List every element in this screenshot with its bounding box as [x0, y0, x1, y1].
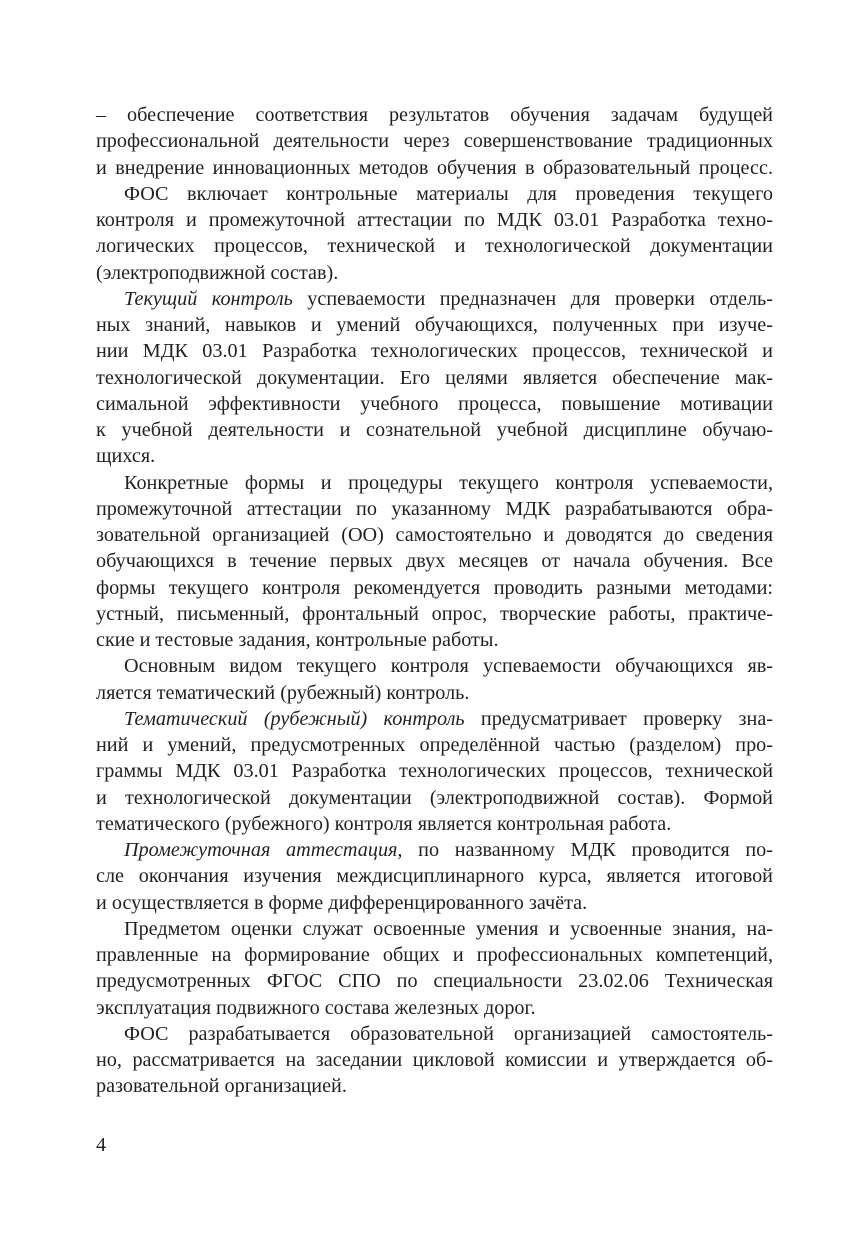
line-text: логических процессов, технической и технологической документации	[96, 235, 773, 258]
line-text: ний и умений, предусмотренных определённой частью (разделом) про-	[96, 734, 773, 756]
text-line	[96, 995, 773, 1021]
paragraph	[96, 286, 773, 470]
text-line	[96, 233, 773, 259]
text-line	[96, 128, 773, 154]
line-text: Предметом оценки служат освоенные умения и усвоенные знания, на-	[124, 917, 773, 940]
text-line	[96, 1073, 773, 1099]
text-line	[96, 260, 773, 286]
italic-term: Промежуточная аттестация,	[124, 839, 403, 861]
line-text: сле окончания изучения междисциплинарного курса, является итоговой	[96, 865, 773, 888]
text-line	[96, 575, 773, 601]
text-line	[96, 391, 773, 417]
paragraph	[96, 837, 773, 916]
line-text: успеваемости предназначен для проверки отдель-	[292, 287, 773, 310]
text-line	[96, 837, 773, 863]
text-line	[96, 706, 773, 732]
text-line	[96, 627, 773, 653]
text-line	[96, 522, 773, 548]
line-text: (электроподвижной состав).	[96, 261, 339, 284]
paragraph	[96, 470, 773, 654]
text-line	[96, 916, 773, 942]
text-line	[96, 968, 773, 994]
text-line	[96, 601, 773, 627]
line-text: разовательной организацией.	[96, 1075, 347, 1098]
text-line	[96, 470, 773, 496]
line-text: зовательной организацией (ОО) самостоятельно и доводятся до сведения	[96, 524, 773, 546]
line-text: и осуществляется в форме дифференцированного зачёта.	[96, 891, 588, 914]
line-text: устный, письменный, фронтальный опрос, творческие работы, практиче-	[96, 602, 773, 625]
line-text: щихся.	[96, 445, 156, 468]
paragraph	[96, 653, 773, 706]
line-text: формы текущего контроля рекомендуется проводить разными методами:	[96, 576, 773, 599]
paragraph	[96, 706, 773, 837]
text-line	[96, 207, 773, 233]
page-number: 4	[96, 1134, 107, 1156]
line-text: но, рассматривается на заседании цикловой комиссии и утверждается об-	[96, 1049, 773, 1071]
line-text: предусмотренных ФГОС СПО по специальности 23.02.06 Техническая	[96, 970, 773, 993]
line-text: Конкретные формы и процедуры текущего контроля успеваемости,	[124, 471, 773, 494]
line-text: Основным видом текущего контроля успеваемости обучающихся яв-	[124, 655, 773, 678]
text-line	[96, 1047, 773, 1073]
text-line	[96, 1021, 773, 1047]
text-line	[96, 102, 773, 128]
line-text: к учебной деятельности и сознательной учебной дисциплине обучаю-	[96, 419, 773, 441]
text-line	[96, 653, 773, 679]
line-text: ФОС разрабатывается образовательной организацией самостоятель-	[124, 1022, 773, 1045]
text-line	[96, 863, 773, 889]
paragraph	[96, 102, 773, 181]
line-text: технологической документации. Его целями является обеспечение мак-	[96, 366, 773, 389]
text-line	[96, 312, 773, 338]
line-text: ские и тестовые задания, контрольные работы.	[96, 629, 499, 651]
paragraph	[96, 181, 773, 286]
line-text: ляется тематический (рубежный) контроль.	[96, 681, 470, 704]
line-text: нии МДК 03.01 Разработка технологических процессов, технической и	[96, 340, 773, 363]
text-line	[96, 286, 773, 312]
line-text: правленные на формирование общих и профессиональных компетенций,	[96, 944, 773, 966]
paragraph	[96, 916, 773, 1021]
text-line	[96, 811, 773, 837]
italic-term: Текущий контроль	[124, 287, 293, 310]
line-text: – обеспечение соответствия результатов обучения задачам будущей	[96, 104, 773, 126]
line-text: по названному МДК проводится по-	[402, 839, 773, 861]
line-text: ных знаний, навыков и умений обучающихся, полученных при изуче-	[96, 314, 773, 336]
document-body	[96, 102, 773, 1100]
line-text: ФОС включает контрольные материалы для проведения текущего	[124, 182, 773, 205]
text-line	[96, 785, 773, 811]
line-text: эксплуатация подвижного состава железных дорог.	[96, 996, 536, 1019]
line-text: симальной эффективности учебного процесса, повышение мотивации	[96, 392, 773, 415]
text-line	[96, 942, 773, 968]
text-line	[96, 732, 773, 758]
text-line	[96, 181, 773, 207]
line-text: профессиональной деятельности через совершенствование традиционных	[96, 130, 773, 153]
text-line	[96, 890, 773, 916]
text-line	[96, 155, 773, 181]
line-text: предусматривает проверку зна-	[464, 707, 773, 730]
line-text: тематического (рубежного) контроля является контрольная работа.	[96, 812, 672, 835]
paragraph	[96, 1021, 773, 1100]
text-line	[96, 548, 773, 574]
text-line	[96, 496, 773, 522]
line-text: и внедрение инновационных методов обучения в образовательный процесс.	[96, 156, 773, 179]
text-line	[96, 680, 773, 706]
italic-term: Тематический (рубежный) контроль	[124, 707, 465, 730]
line-text: и технологической документации (электроподвижной состав). Формой	[96, 786, 773, 809]
text-line	[96, 338, 773, 364]
line-text: промежуточной аттестации по указанному МДК разрабатываются обра-	[96, 497, 773, 520]
line-text: контроля и промежуточной аттестации по МДК 03.01 Разработка техно-	[96, 209, 773, 231]
text-line	[96, 758, 773, 784]
text-line	[96, 443, 773, 469]
text-line	[96, 417, 773, 443]
line-text: обучающихся в течение первых двух месяцев от начала обучения. Все	[96, 550, 773, 573]
text-line	[96, 365, 773, 391]
line-text: граммы МДК 03.01 Разработка технологических процессов, технической	[96, 760, 773, 783]
